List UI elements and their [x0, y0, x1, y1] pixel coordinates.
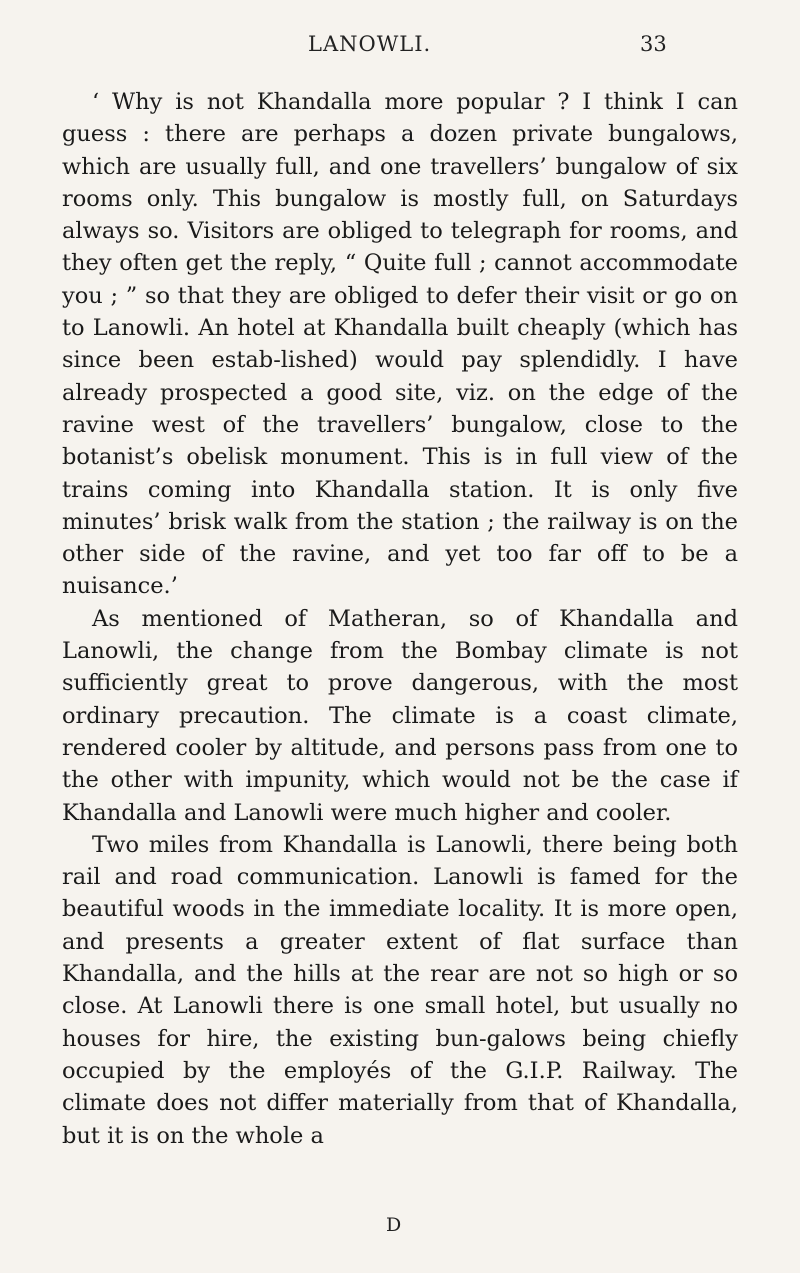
page-number: 33 — [640, 32, 667, 56]
body-text — [62, 86, 738, 1152]
running-title: LANOWLI. — [308, 32, 432, 56]
paragraph-quote: ‘ Why is not Khandalla more popular ? I think I can guess : there are perhaps a dozen private bungalows, which are usually full, and one travellers’ bungalow of six rooms only. This bungalow is mostly full, on Saturdays always so. Visitors are obliged to telegraph for rooms, and they often get the reply, “ Quite full ; cannot accommodate you ; ” so that they are obliged to defer their visit or go on to Lanowli. An hotel at Khandalla built cheaply (which has since been estab-lished) would pay splendidly. I have already prospected a good site, viz. on the edge of the ravine west of the travellers’ bungalow, close to the botanist’s obelisk monument. This is in full view of the trains coming into Khandalla station. It is only five minutes’ brisk walk from the station ; the railway is on the other side of the ravine, and yet too far off to be a nuisance.’ — [62, 89, 738, 600]
paragraph-lanowli: Two miles from Khandalla is Lanowli, there being both rail and road communication. Lanowli is famed for the beautiful woods in the immediate locality. It is more open, and presents a greater extent of flat surface than Khandalla, and the hills at the rear are not so high or so close. At Lanowli there is one small hotel, but usually no houses for hire, the existing bun-galows being chiefly occupied by the employés of the G.I.P. Railway. The climate does not differ materially from that of Khandalla, but it is on the whole a — [62, 831, 738, 1149]
running-head — [0, 32, 800, 62]
paragraph-climate: As mentioned of Matheran, so of Khandalla and Lanowli, the change from the Bombay climate is not sufficiently great to prove dangerous, with the most ordinary precaution. The climate is a coast climate, rendered cooler by altitude, and persons pass from one to the other with impunity, which would not be the case if Khandalla and Lanowli were much higher and cooler. — [62, 605, 738, 826]
signature-mark: D — [386, 1214, 402, 1236]
